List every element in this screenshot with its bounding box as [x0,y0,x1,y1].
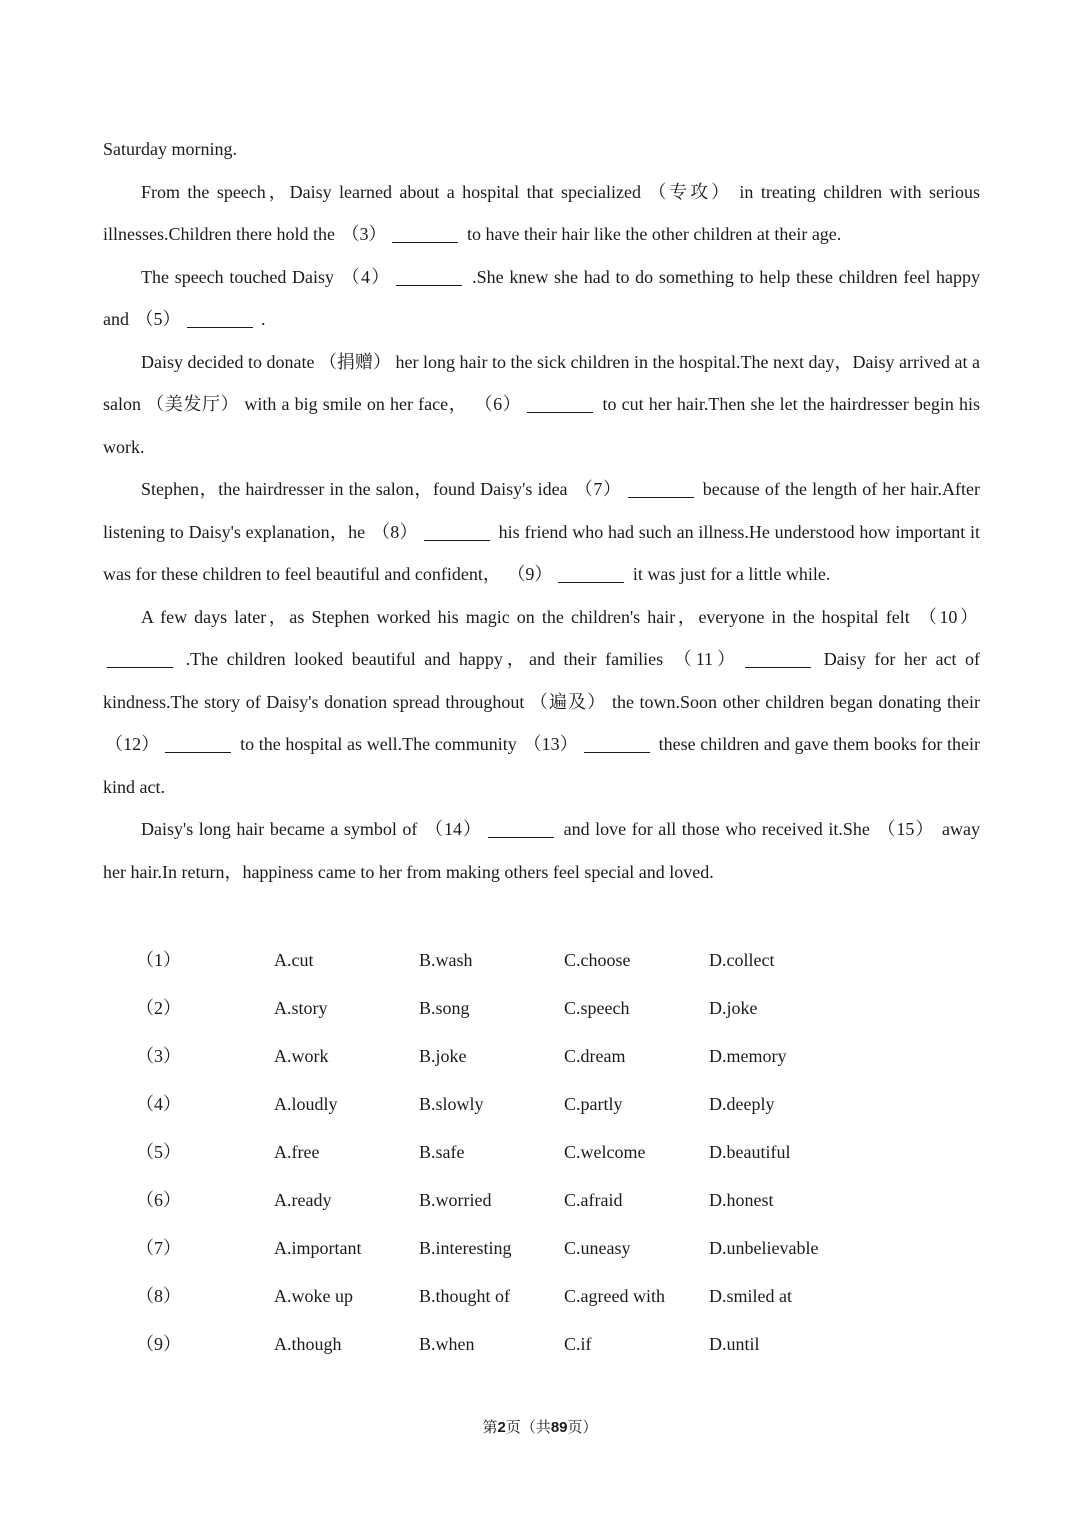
option-b: B.wash [419,950,473,970]
option-c: C.afraid [564,1190,623,1210]
option-a: A.work [274,1046,329,1066]
paragraph-3: Daisy decided to donate （捐赠） her long hair to the sick children in the hospital.The next day，Daisy arrived at a salon （美发厅） with a big smile on her face， （6） to cut her hair.Then she let the hairdresser begin his work. [103,351,981,457]
blank-number-9: （9） [507,564,553,584]
option-row [136,1180,896,1228]
option-d: D.beautiful [709,1142,791,1162]
blank-7 [628,479,694,498]
option-row [136,1324,896,1372]
option-a: A.woke up [274,1286,353,1306]
blank-number-11: （11） [673,649,740,669]
question-number: （3） [136,1046,181,1066]
question-number: （6） [136,1190,181,1210]
option-c: C.speech [564,998,630,1018]
paragraph-0: Saturday morning. [103,139,237,159]
option-a: A.important [274,1238,362,1258]
option-d: D.smiled at [709,1286,792,1306]
blank-number-4: （4） [341,266,391,287]
question-number: （2） [136,998,181,1018]
paragraph-2: The speech touched Daisy （4） .She knew she had to do something to help these children feel happy and （5） . [103,266,981,329]
paragraph-1: From the speech，Daisy learned about a hospital that specialized （专攻） in treating children with serious illnesses.Children there hold the （3） to have their hair like the other children at their age. [103,181,980,244]
blank-number-14: （14） [424,819,483,839]
option-a: A.story [274,998,328,1018]
blank-6 [527,394,593,413]
blank-number-3: （3） [341,224,387,244]
option-b: B.song [419,998,470,1018]
option-row [136,1276,896,1324]
option-d: D.deeply [709,1094,775,1114]
blank-number-7: （7） [574,479,622,499]
blank-10 [107,649,173,668]
blank-number-10: （10） [918,606,979,627]
blank-number-8: （8） [371,521,418,542]
blank-13 [584,734,650,753]
page-footer: 第2页（共89页） [482,1419,598,1436]
option-b: B.slowly [419,1094,484,1114]
option-row [136,988,896,1036]
blank-9 [558,564,624,583]
blank-12 [165,734,231,753]
blank-number-15: （15） [877,819,935,839]
option-b: B.safe [419,1142,465,1162]
option-b: B.when [419,1334,475,1354]
option-row [136,1084,896,1132]
paragraph-4: Stephen，the hairdresser in the salon，found Daisy's idea （7） because of the length of her hair.After listening to Daisy's explanation，he （8） his friend who had such an illness.He understood how important it was for these children to feel beautiful and confident， （9） it was just for a little while. [103,479,981,584]
blank-number-6: （6） [474,394,522,414]
blank-number-5: （5） [135,309,181,329]
question-number: （8） [136,1286,181,1306]
option-row [136,1036,896,1084]
option-a: A.ready [274,1190,332,1210]
option-d: D.memory [709,1046,787,1066]
option-b: B.worried [419,1190,492,1210]
passage [103,128,980,893]
option-c: C.dream [564,1046,626,1066]
option-a: A.though [274,1334,342,1354]
option-row [136,940,896,988]
blank-number-13: （13） [523,734,578,754]
option-c: C.uneasy [564,1238,631,1258]
option-row [136,1132,896,1180]
option-b: B.joke [419,1046,467,1066]
option-row [136,1228,896,1276]
blank-5 [187,309,253,328]
option-a: A.loudly [274,1094,338,1114]
blank-14 [488,819,554,838]
option-c: C.choose [564,950,631,970]
question-number: （5） [136,1142,181,1162]
option-d: D.honest [709,1190,774,1210]
option-d: D.collect [709,950,775,970]
blank-11 [745,649,811,668]
blank-8 [424,522,490,541]
question-number: （4） [136,1094,181,1114]
question-number: （1） [136,950,181,970]
current-page-number: 2 [497,1419,506,1436]
question-number: （7） [136,1238,181,1258]
blank-number-12: （12） [105,734,160,754]
question-number: （9） [136,1334,181,1354]
option-d: D.joke [709,998,758,1018]
option-c: C.if [564,1334,592,1354]
blank-3 [392,224,458,243]
option-c: C.agreed with [564,1286,665,1306]
total-page-count: 89 [550,1419,568,1436]
paragraph-5: A few days later，as Stephen worked his magic on the children's hair，everyone in the hospital felt （10） .The children looked beautiful and happy，and their families （11） Daisy for her act of kindness.The story of Daisy's donation spread throughout （遍及） the town.Soon other children began donating their （12） to the hospital as well.The community （13） these children and gave them books for their kind act. [103,606,981,797]
answer-options [136,940,896,1372]
option-b: B.interesting [419,1238,512,1258]
blank-4 [396,267,462,286]
option-a: A.cut [274,950,314,970]
option-a: A.free [274,1142,320,1162]
paragraph-6: Daisy's long hair became a symbol of （14） and love for all those who received it.She （15） away her hair.In return，happiness came to her from making others feel special and loved. [103,819,981,882]
option-c: C.welcome [564,1142,646,1162]
option-b: B.thought of [419,1286,511,1306]
option-d: D.until [709,1334,760,1354]
option-c: C.partly [564,1094,623,1114]
option-d: D.unbelievable [709,1238,819,1258]
